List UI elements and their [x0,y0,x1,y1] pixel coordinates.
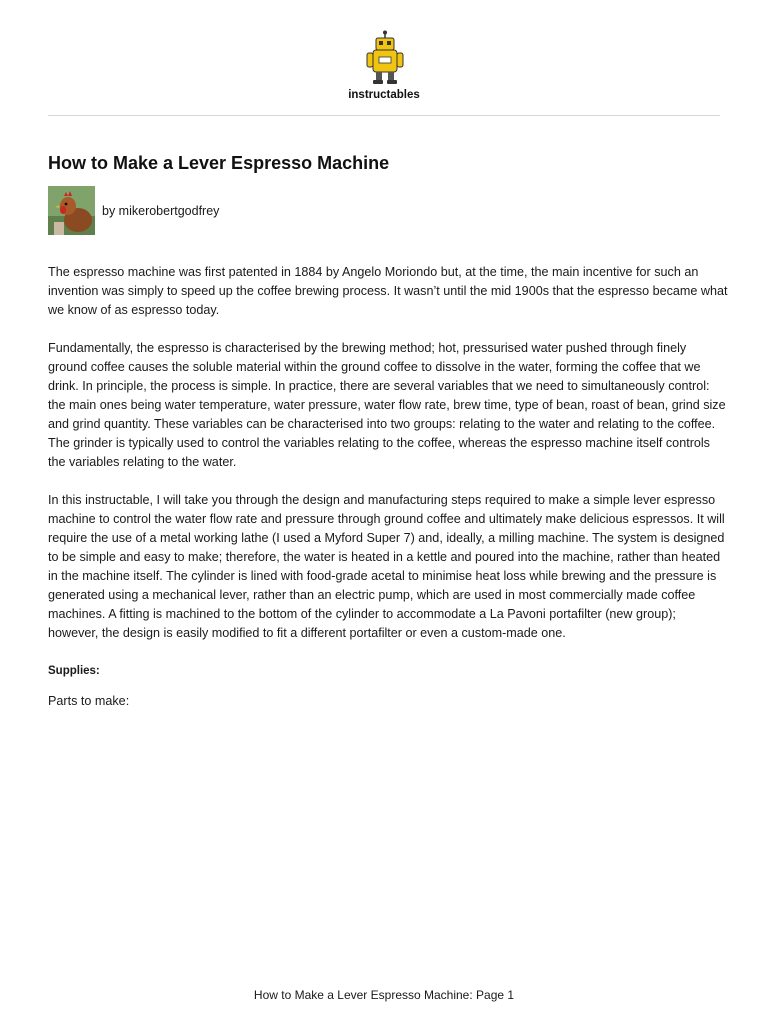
author-byline[interactable]: by mikerobertgodfrey [102,204,220,218]
header-divider [48,115,720,116]
supplies-heading: Supplies: [48,665,100,677]
fundamentals-paragraph: Fundamentally, the espresso is characterised by the brewing method; hot, pressurised water pushed through finely ground coffee causes the soluble material within the ground coffee to dissolve in the water, forming the coffee that we drink. In principle, the process is simple. In practice, there are several variables that we need to simultaneously control: the main ones being water temperature, water pressure, water flow rate, brew time, type of bean, roast of bean, grind size and grind quantity. These variables can be characterised into two groups: relating to the water and relating to the coffee. The grinder is typically used to control the variables relating to the coffee, whereas the espresso machine itself controls the variables relating to the water. [48,341,726,469]
article-title: How to Make a Lever Espresso Machine [48,153,390,173]
intro-paragraph: The espresso machine was first patented in 1884 by Angelo Moriondo but, at the time, the main incentive for such an invention was simply to speed up the coffee brewing process. It wasn’t until the mid 1900s that the espresso became what we know of as espresso today. [48,265,728,317]
article-body [48,263,728,730]
instructables-robot-icon[interactable] [362,30,408,86]
overview-paragraph: In this instructable, I will take you through the design and manufacturing steps required to make a simple lever espresso machine to control the water flow rate and pressure through ground coffee and ultimately make delicious espressos. It will require the use of a metal working lathe (I used a Myford Super 7) and, ideally, a milling machine. The system is designed to be simple and easy to make; therefore, the water is heated in a kettle and poured into the machine, rather than heated in the machine itself. The cylinder is lined with food-grade acetal to minimise heat loss while brewing and the pressure is generated using a mechanical lever, rather than an electric pump, which are used in most commercially made coffee machines. A fitting is machined to the bottom of the cylinder to accommodate a La Pavoni portafilter (new group); however, the design is easily modified to fit a different portafilter or even a custom-made one. [48,493,725,640]
page-footer: How to Make a Lever Espresso Machine: Page 1 [253,988,515,1002]
chicken-avatar-icon[interactable] [48,186,95,235]
page-header [0,0,768,116]
parts-to-make-line: Parts to make: [48,694,130,708]
brand-name[interactable]: instructables [348,89,420,101]
